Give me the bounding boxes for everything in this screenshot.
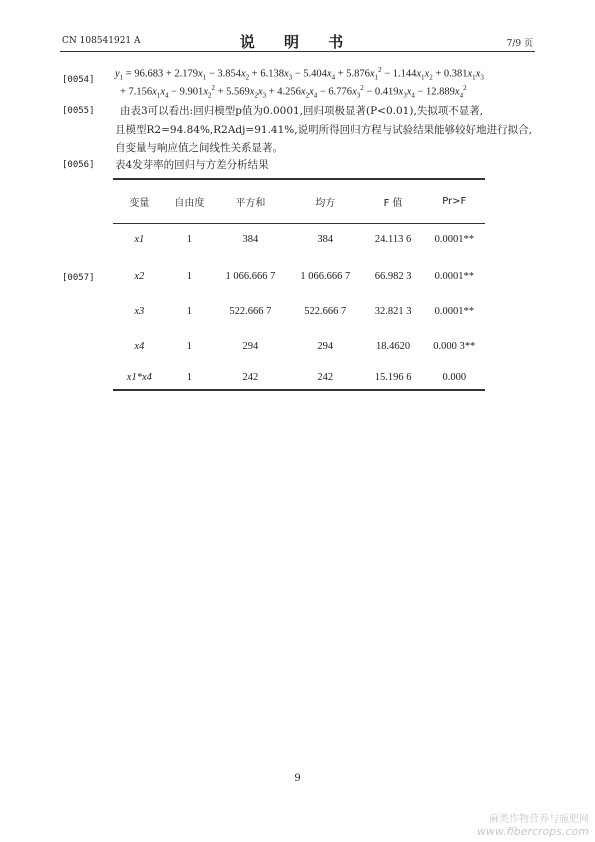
row-df: 1 — [186, 372, 192, 383]
header-degrees-of-freedom: 自由度 — [174, 197, 205, 209]
row-ss: 294 — [242, 340, 259, 352]
row-ss: 242 — [242, 372, 259, 383]
table-header-row — [113, 179, 485, 223]
watermark-url: www.fibercrops.com — [476, 825, 589, 838]
row-variable: x1*x4 — [126, 372, 152, 383]
row-p: 0.0001** — [434, 234, 474, 246]
page-indicator: 7/9 页 — [506, 39, 533, 49]
row-f: 15.196 6 — [374, 372, 412, 383]
row-ss: 384 — [242, 234, 259, 246]
paragraph-0055-line1: 由表3可以看出:回归模型p值为0.0001,回归项极显著(P<0.01),失拟项不显著, — [120, 105, 484, 117]
row-variable: x2 — [134, 270, 145, 282]
row-variable: x3 — [134, 305, 145, 317]
header-sum-of-squares: 平方和 — [235, 197, 266, 209]
row-ms: 294 — [317, 340, 334, 352]
row-df: 1 — [186, 340, 192, 352]
table-caption: 表4发芽率的回归与方差分析结果 — [115, 159, 269, 171]
row-p: 0.000 — [442, 372, 467, 383]
paragraph-tag-0054: [0054] — [62, 75, 95, 85]
row-f: 24.113 6 — [374, 234, 412, 246]
table-row — [113, 296, 485, 326]
paragraph-0055-line3: 自变量与响应值之间线性关系显著。 — [115, 142, 283, 154]
watermark-site-name: 麻类作物营养与施肥网 — [489, 814, 589, 825]
row-f: 66.982 3 — [374, 270, 412, 282]
row-f: 18.4620 — [376, 340, 411, 352]
table-row — [113, 326, 485, 366]
table-row — [113, 366, 485, 390]
page-number: 9 — [294, 773, 301, 784]
row-variable: x4 — [134, 340, 145, 352]
row-ss: 1 066.666 7 — [225, 270, 276, 282]
row-ms: 1 066.666 7 — [300, 270, 351, 282]
document-title: 说 明 书 — [239, 33, 356, 51]
paragraph-tag-0057: [0057] — [62, 273, 95, 283]
paragraph-tag-0056: [0056] — [62, 160, 95, 170]
row-df: 1 — [186, 234, 192, 246]
row-ss: 522.666 7 — [229, 305, 272, 317]
table-row — [113, 223, 485, 256]
row-ms: 242 — [317, 372, 334, 383]
regression-equation-line1: $y_1 = 96.683 + 2.179x_1 - 3.854x_2 + 6.138x_3 - 5.404x_4 + 5.876x_1^2 - 1.144x_1x_2 + 0.381x_1x_3$ — [115, 66, 484, 82]
paragraph-tag-0055: [0055] — [62, 106, 95, 116]
header-variable: 变量 — [129, 197, 150, 209]
row-p: 0.0001** — [434, 270, 474, 282]
row-df: 1 — [186, 305, 192, 317]
header-mean-square: 均方 — [315, 197, 336, 209]
table-row — [113, 256, 485, 296]
header-divider — [60, 51, 535, 52]
header-p-value: Pr>F — [442, 195, 467, 207]
watermark — [477, 810, 589, 838]
paragraph-0055-line2: 且模型R2=94.84%,R2Adj=91.41%,说明所得回归方程与试验结果能够较好地进行拟合, — [115, 124, 532, 136]
row-p: 0.000 3** — [433, 340, 476, 352]
patent-number: CN 108541921 A — [62, 36, 141, 46]
header-f-value: F 值 — [383, 197, 403, 209]
regression-equation-line2: + $7.156x_1x_4 - 9.901x_2^2 + 5.569x_2x_3 + 4.256x_2x_4 - 6.776x_3^2 - 0.419x_3x_4 - 12.889x_4^2$ — [120, 84, 467, 100]
row-f: 32.821 3 — [374, 305, 412, 317]
row-ms: 522.666 7 — [304, 305, 347, 317]
anova-table — [113, 178, 485, 391]
row-df: 1 — [186, 270, 192, 282]
row-ms: 384 — [317, 234, 334, 246]
row-variable: x1 — [134, 234, 145, 246]
row-p: 0.0001** — [434, 305, 474, 317]
